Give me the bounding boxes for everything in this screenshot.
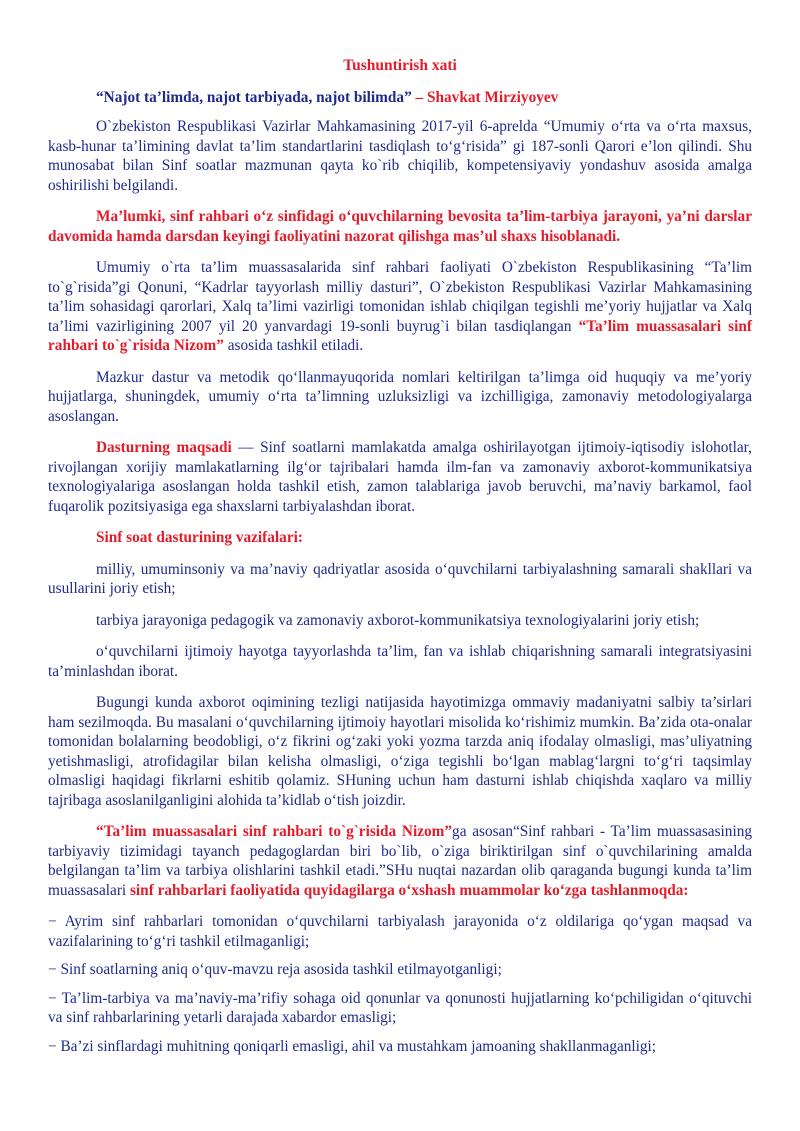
problems-highlight: sinf rahbarlari faoliyatida quyidagilarga oʻxshash muammolar koʻzga tashlanmoqda: [129,881,689,899]
epigraph-author: Shavkat Mirziyoyev [427,88,559,106]
problem-item: − Ayrim sinf rahbarlari tomonidan oʻquvchilarni tarbiyalash jarayonida oʻz oldilariga qoʻygan maqsad va vazifalarining toʻgʻri tashkil etilmaganligi; [48,913,752,950]
nizom-reference: “Ta’lim muassasalari sinf rahbari to`g`risida Nizom” [48,317,752,354]
goal-label: Dasturning maqsadi [96,439,232,456]
paragraph-legal-basis [48,258,752,356]
problem-item: − Sinf soatlarning aniq oʻquv-mavzu reja asosida tashkil etilmayotganligi; [48,961,502,978]
tasks-heading: Sinf soat dasturining vazifalari: [96,529,303,546]
document-title: Tushuntirish xati [343,57,457,74]
paragraph-intro: O`zbekiston Respublikasi Vazirlar Mahkamasining 2017-yil 6-aprelda “Umumiy oʻrta va oʻrta maxsus, kasb-hunar ta’limining davlat ta’lim standartlarini tasdiqlash toʻgʻrisida” gi 187-sonli Qarori e’lon qilindi. Shu munosabat bilan Sinf soatlar mazmunan qayta ko`rib chiqilib, kompetensiyaviy yondashuv asosida amalga oshirilishi belgilandi. [48,118,752,194]
problems-intro-text: ga asosan“Sinf rahbari - Ta’lim muassasasining tarbiyaviy tizimidagi tayanch pedagoglardan biri bo`lib, o`ziga biriktirilgan sinf o`quvchilarining amalda belgilangan ta’lim va tarbiya olishlarini tashkil etadi.”SHu nuqtai nazardan olib qaraganda bugungi kunda ta’lim muassasalari [48,823,752,899]
epigraph [48,88,752,108]
paragraph-mass-culture: Bugungi kunda axborot oqimining tezligi natijasida hayotimizga ommaviy madaniyatni salbiy ta’sirlari ham sezilmoqda. Bu masalani oʻquvchilarning ijtimoiy hayotlari misolida koʻrishimiz mumkin. Ba’zida ota-onalar tomonidan bolalarning beodobligi, oʻz fikrini ogʻzaki yoki yozma tarzda aniq ifodalay olmasligi, mas’uliyatning yetishmasligi, atrofidagilar bilan kelisha olmasligi, oʻziga tegishli boʻlgan mablagʻlargni toʻgʻri taqsimlay olmasligi haqidagi fikrlarni eshitib qolamiz. SHuning uchun ham dasturni ishlab chiqishda xaqlaro va milliy tajribaga asoslanilganligini alohida ta’kidlab oʻtish joizdir. [48,694,752,809]
paragraph-goal [48,438,752,516]
problem-item: − Ta’lim-tarbiya va ma’naviy-ma’rifiy sohaga oid qonunlar va qonunosti hujjatlarning koʻpchiligidan oʻqituvchi va sinf rahbarlarining yetarli darajada xabardor emasligi; [48,989,752,1026]
task-item: tarbiya jarayoniga pedagogik va zamonaviy axborot-kommunikatsiya texnologiyalarini joriy etish; [96,611,700,629]
task-item: milliy, umuminsoniy va ma’naviy qadriyatlar asosida oʻquvchilarni tarbiyalashning samarali shakllari va usullarini joriy etish; [48,560,752,597]
task-item: oʻquvchilarni ijtimoiy hayotga tayyorlashda ta’lim, fan va ishlab chiqarishning samarali integratsiyasini ta’minlashdan iborat. [48,643,752,680]
problem-item: − Ba’zi sinflardagi muhitning qoniqarli emasligi, ahil va mustahkam jamoaning shakllanmaganligi; [48,1037,657,1055]
paragraph-problems-intro [48,822,752,900]
paragraph-legal-basis-text: Umumiy o`rta ta’lim muassasalarida sinf rahbari faoliyati O`zbekiston Respublikasining “Ta’lim to`g`risida”gi Qonuni, “Kadrlar tayyorlash milliy dasturi”, O`zbekiston Respublikasi Vazirlar Mahkamasining ta’lim sohasidagi qarorlari, Xalq ta’limi vazirligi tomonidan ishlab chiqilgan tegishli me’yoriy hujjatlar va Xalq ta’limi vazirligining 2007 yil 20 yanvardagi 19-sonli buyrug`i bilan tasdiqlangan [48,259,752,335]
nizom-reference-2: “Ta’lim muassasalari sinf rahbari to`g`risida Nizom” [96,823,453,840]
paragraph-class-teacher-definition: Ma’lumki, sinf rahbari oʻz sinfidagi oʻquvchilarning bevosita ta’lim-tarbiya jarayoni, ya’ni darslar davomida hamda darsdan keyingi faoliyatini nazorat qilishga mas’ul shaxs hisoblanadi. [48,208,752,245]
paragraph-methodology: Mazkur dastur va metodik qoʻllanmayuqorida nomlari keltirilgan ta’limga oid huquqiy va me’yoriy hujjatlarga, shuningdek, umumiy oʻrta ta’limning uzluksizligi va izchilligiga, zamonaviy metodologiyalarga asoslangan. [48,368,752,425]
goal-text: — Sinf soatlarni mamlakatda amalga oshirilayotgan ijtimoiy-iqtisodiy islohotlar, rivojlangan xorijiy mamlakatlarning ilgʻor tajribalari hamda ilm-fan va zamonaviy axborot-kommunikatsiya texnologiyalariga asoslangan holda tashkil etish, zamon talablariga javob beruvchi, ma’naviy barkamol, faol fuqarolik pozitsiyasiga ega shaxslarni tarbiyalashdan iborat. [48,439,752,515]
epigraph-separator: – [411,88,428,106]
paragraph-legal-basis-tail: asosida tashkil etiladi. [223,337,364,354]
epigraph-quote: “Najot ta’limda, najot tarbiyada, najot bilimda” [96,88,412,106]
